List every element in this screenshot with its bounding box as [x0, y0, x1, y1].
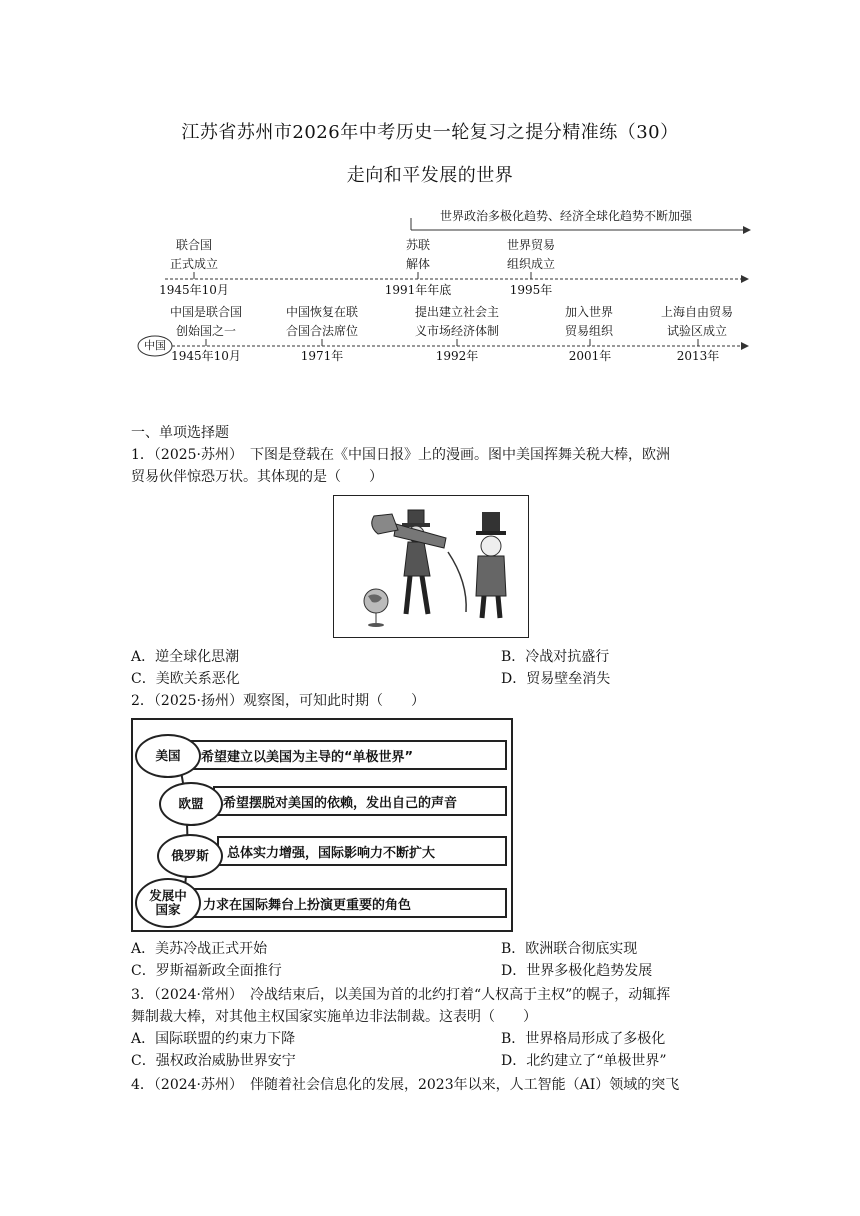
world-pattern-diagram [131, 718, 513, 932]
page-title: 江苏省苏州市2026年中考历史一轮复习之提分精准练（30） [181, 122, 679, 143]
china-label: 中国 [144, 339, 166, 352]
china-event [556, 303, 622, 341]
china-event [276, 303, 368, 341]
event-date: 2013年 [676, 349, 720, 363]
world-event [501, 236, 561, 274]
question-3-line2: 舞制裁大棒，对其他主权国家实施单边非法制裁。这表明（ ） [131, 1009, 537, 1025]
section-title: 一、单项选择题 [131, 425, 229, 441]
question-3-line1: 3．（2024·常州） 冷战结束后，以美国为首的北约打着“人权高于主权”的幌子，动辄挥 [131, 987, 671, 1003]
diagram-box-usa: 希望建立以美国为主导的“单极世界” [185, 740, 507, 770]
country-developing-line1: 发展中 [149, 888, 187, 903]
q2-option-b: B．欧洲联合彻底实现 [501, 941, 638, 957]
timeline-figure [0, 200, 860, 380]
event-label-line1: 上海自由贸易 [660, 305, 733, 319]
event-date: 1945年10月 [171, 349, 241, 363]
event-date: 2001年 [568, 349, 612, 363]
cartoon-image [333, 495, 529, 638]
diagram-box-russia: 总体实力增强，国际影响力不断扩大 [217, 836, 507, 866]
event-label-line2: 创始国之一 [175, 324, 236, 338]
event-label-line2: 贸易组织 [564, 324, 613, 338]
diagram-box-eu: 希望摆脱对美国的依赖，发出自己的声音 [213, 786, 507, 816]
china-event [160, 303, 252, 341]
cartoon-drawing [334, 496, 528, 637]
country-developing [135, 878, 201, 928]
event-label-line1: 苏联 [405, 238, 430, 252]
world-event [164, 236, 224, 274]
trend-label: 世界政治多极化趋势、经济全球化趋势不断加强 [440, 209, 693, 223]
event-date: 1945年10月 [159, 283, 229, 297]
event-label-line1: 加入世界 [564, 305, 613, 319]
q1-option-a: A．逆全球化思潮 [131, 649, 240, 665]
q1-option-c: C．美欧关系恶化 [131, 671, 240, 687]
china-event [651, 303, 743, 341]
q1-option-d: D．贸易壁垒消失 [501, 671, 611, 687]
question-2-line1: 2．（2025·扬州）观察图，可知此时期（ ） [131, 693, 425, 709]
country-usa: 美国 [135, 734, 201, 778]
country-developing-line2: 国家 [155, 902, 181, 917]
question-4-line1: 4．（2024·苏州） 伴随着社会信息化的发展，2023年以来，人工智能（AI）领域的突飞 [131, 1077, 680, 1093]
event-label-line2: 试验区成立 [666, 324, 727, 338]
country-eu: 欧盟 [159, 782, 223, 826]
q2-option-c: C．罗斯福新政全面推行 [131, 963, 282, 979]
country-russia: 俄罗斯 [157, 834, 223, 878]
q1-option-b: B．冷战对抗盛行 [501, 649, 610, 665]
diagram-box-developing: 力求在国际舞台上扮演更重要的角色 [193, 888, 507, 918]
q3-option-d: D．北约建立了“单极世界” [501, 1053, 667, 1069]
event-label-line1: 联合国 [175, 238, 212, 252]
event-label-line1: 提出建立社会主 [414, 305, 499, 319]
event-date: 1992年 [435, 349, 479, 363]
event-date: 1991年年底 [384, 283, 452, 297]
event-label-line2: 组织成立 [506, 257, 555, 271]
question-1-line1: 1．（2025·苏州） 下图是登载在《中国日报》上的漫画。图中美国挥舞关税大棒，欧洲 [131, 447, 670, 463]
event-label-line2: 正式成立 [169, 257, 218, 271]
event-label-line1: 中国是联合国 [169, 305, 242, 319]
event-label-line2: 义市场经济体制 [414, 324, 499, 338]
q2-option-d: D．世界多极化趋势发展 [501, 963, 653, 979]
question-1-line2: 贸易伙伴惊恐万状。其体现的是（ ） [131, 469, 383, 485]
china-event [404, 303, 510, 341]
event-label-line2: 解体 [405, 257, 430, 271]
event-label-line2: 合国合法席位 [285, 324, 358, 338]
page-subtitle: 走向和平发展的世界 [346, 165, 514, 186]
event-date: 1995年 [509, 283, 553, 297]
q3-option-c: C．强权政治威胁世界安宁 [131, 1053, 296, 1069]
q2-option-a: A．美苏冷战正式开始 [131, 941, 268, 957]
q3-option-a: A．国际联盟的约束力下降 [131, 1031, 296, 1047]
event-date: 1971年 [300, 349, 344, 363]
q3-option-b: B．世界格局形成了多极化 [501, 1031, 666, 1047]
event-label-line1: 中国恢复在联 [285, 305, 358, 319]
world-event [396, 236, 440, 274]
event-label-line1: 世界贸易 [506, 238, 555, 252]
